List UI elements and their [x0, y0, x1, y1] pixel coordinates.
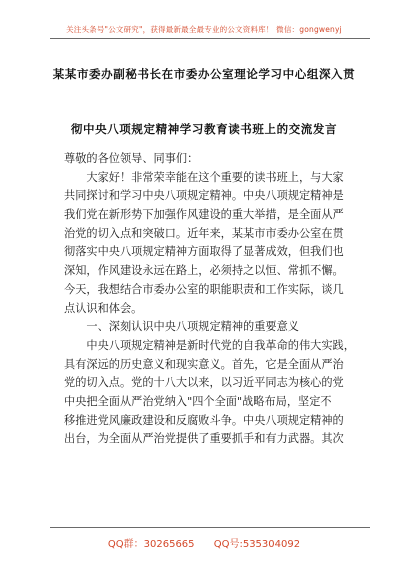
footer-qq-number: QQ号:535304092 [213, 539, 301, 550]
section-heading: 一、深刻认识中央八项规定精神的重要意义 [64, 320, 299, 334]
body-line: 中央八项规定精神是新时代党的自我革命的伟大实践， [64, 338, 355, 352]
body-line: 中央把全面从严治党纳入"四个全面"战略布局，坚定不 [64, 394, 332, 408]
body-line: 大家好！非常荣幸能在这个重要的读书班上，与大家 [64, 170, 344, 184]
body-line: 深知，作风建设永远在路上，必须持之以恒、常抓不懈。 [64, 264, 344, 278]
body-line: 出台，为全面从严治党提供了重要抓手和有力武器。其次 [64, 432, 344, 446]
header-banner: 关注头条号"公文研究"，获得最新最全最专业的公文资料库！ 微信：gongwenyj [66, 25, 342, 34]
document-body [64, 150, 355, 449]
body-line: 移推进党风廉政建设和反腐败斗争。中央八项规定精神的 [64, 413, 344, 427]
body-line: 我们党在新形势下加强作风建设的重大举措，是全面从严 [64, 208, 344, 222]
document-title-line-2: 彻中央八项规定精神学习教育读书班上的交流发言 [70, 122, 338, 136]
footer [0, 535, 408, 550]
footer-qq-group: QQ群：30265665 [107, 539, 195, 550]
body-line: 党的切入点。党的十八大以来，以习近平同志为核心的党 [64, 376, 344, 390]
document-title-line-1: 某某市委办副秘书长在市委办公室理论学习中心组深入贯 [52, 67, 356, 81]
header-divider [50, 38, 370, 39]
body-line: 点认识和体会。 [64, 301, 143, 315]
body-line: 具有深远的历史意义和现实意义。首先，它是全面从严治 [64, 357, 344, 371]
footer-divider [50, 527, 370, 528]
body-line: 尊敬的各位领导、同事们： [64, 152, 199, 165]
body-line: 治党的切入点和突破口。近年来，某某市市委办公室在贯 [64, 226, 344, 240]
body-line: 彻落实中央八项规定精神方面取得了显著成效，但我们也 [64, 245, 344, 259]
body-line: 共同探讨和学习中央八项规定精神。中央八项规定精神是 [64, 189, 344, 203]
body-line: 今天，我想结合市委办公室的职能职责和工作实际，谈几 [64, 282, 344, 296]
